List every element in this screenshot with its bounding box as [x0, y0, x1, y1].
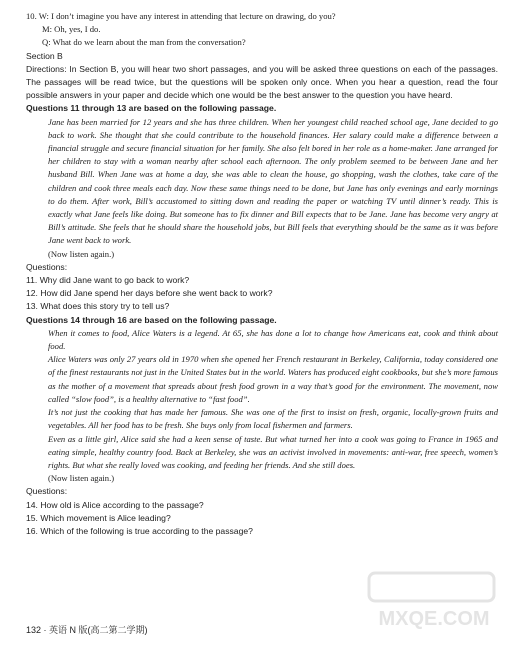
text-line: 13. What does this story try to tell us?	[26, 301, 170, 312]
text-line: When it comes to food, Alice Waters is a legend. At 65, she has done a lot to change how Americans eat, cook and think about food.	[48, 327, 498, 352]
text-line: Jane has been married for 12 years and she has three children. When her youngest child reached school age, Jane decided to go back to work. She thought that she could contribute to the household finances. Her salary could make a difference between a financial struggle and secure financial situation for her family. She also felt bored in her role as a home-maker. Jane arranged for her children to stay with a woman nearby after school each afternoon. The only problem seemed to be between Jane and her husband Bill. When Jane was at home a day, she was able to clean the house, go shopping, wash the clothes, take care of the children and cook three meals each day. Now these same things need to be done, but Jane has only evenings and early mornings to do them. After work, Bill’s accustomed to sitting down and reading the paper or watching TV until dinner’s ready. This is exactly what Jane feels like doing. But someone has to fix dinner and Bill expects that to be Jane. Jane has become very angry at Bill’s attitude. She feels that he should share the household jobs, but Bill feels that everything should be the same as it was before Jane went back to work.	[48, 116, 498, 246]
text-line: Questions 11 through 13 are based on the following passage.	[26, 103, 277, 114]
document-page	[26, 10, 498, 538]
watermark-text: MXQE.COM	[378, 608, 490, 630]
text-line: (Now listen again.)	[48, 248, 115, 259]
watermark-logo	[359, 565, 509, 635]
text-line: Even as a little girl, Alice said she had a keen sense of taste. But what turned her into a cook was going to France in 1965 and eating simple, healthy country food. Back at Berkeley, she was an activist involved in movements: anti-war, free speech, women’s rights. But what she really loved was cooking, and feeding her friends. And she still does.	[48, 433, 498, 470]
text-line: Questions:	[26, 486, 68, 497]
text-line: Section B	[26, 50, 63, 61]
text-line: It’s not just the cooking that has made her famous. She was one of the first to insist on fresh, organic, locally-grown fruits and vegetables. All her food has to be fresh. She buys only from local fishermen and farmers.	[48, 407, 498, 431]
page-footer: 132 · 英语 N 版(高二第二学期)	[26, 625, 148, 635]
text-line: 15. Which movement is Alice leading?	[26, 512, 171, 523]
text-line: Alice Waters was only 27 years old in 1970 when she opened her French restaurant in Berkeley, California, today considered one of the finest restaurants not just in the United States but in the world. Waters has produced eight cookbooks, but she’s more famous as the mother of a movement that spreads about fresh food grown in a way that’s good for the environment. The movement, now called “slow food”, is a healthy alternative to “fast food”.	[48, 354, 498, 404]
text-line: 12. How did Jane spend her days before she went back to work?	[26, 288, 273, 299]
text-line: (Now listen again.)	[48, 473, 115, 484]
text-line: Questions:	[26, 261, 68, 272]
text-line: 14. How old is Alice according to the passage?	[26, 499, 204, 510]
text-line: Questions 14 through 16 are based on the following passage.	[26, 314, 277, 325]
text-line: 10. W: I don’t imagine you have any interest in attending that lecture on drawing, do you?	[26, 11, 336, 21]
text-line: Q: What do we learn about the man from the conversation?	[42, 37, 246, 48]
text-line: M: Oh, yes, I do.	[42, 24, 101, 35]
text-block	[26, 10, 498, 538]
text-line: 16. Which of the following is true according to the passage?	[26, 525, 253, 536]
text-line: Directions: In Section B, you will hear two short passages, and you will be asked three questions on each of the passages. The passages will be read twice, but the questions will be spoken only once. When you hear a question, read the four possible answers in your paper and decide which one would be the best answer to the question you have heard.	[26, 63, 498, 101]
text-line: 11. Why did Jane want to go back to work?	[26, 275, 190, 286]
